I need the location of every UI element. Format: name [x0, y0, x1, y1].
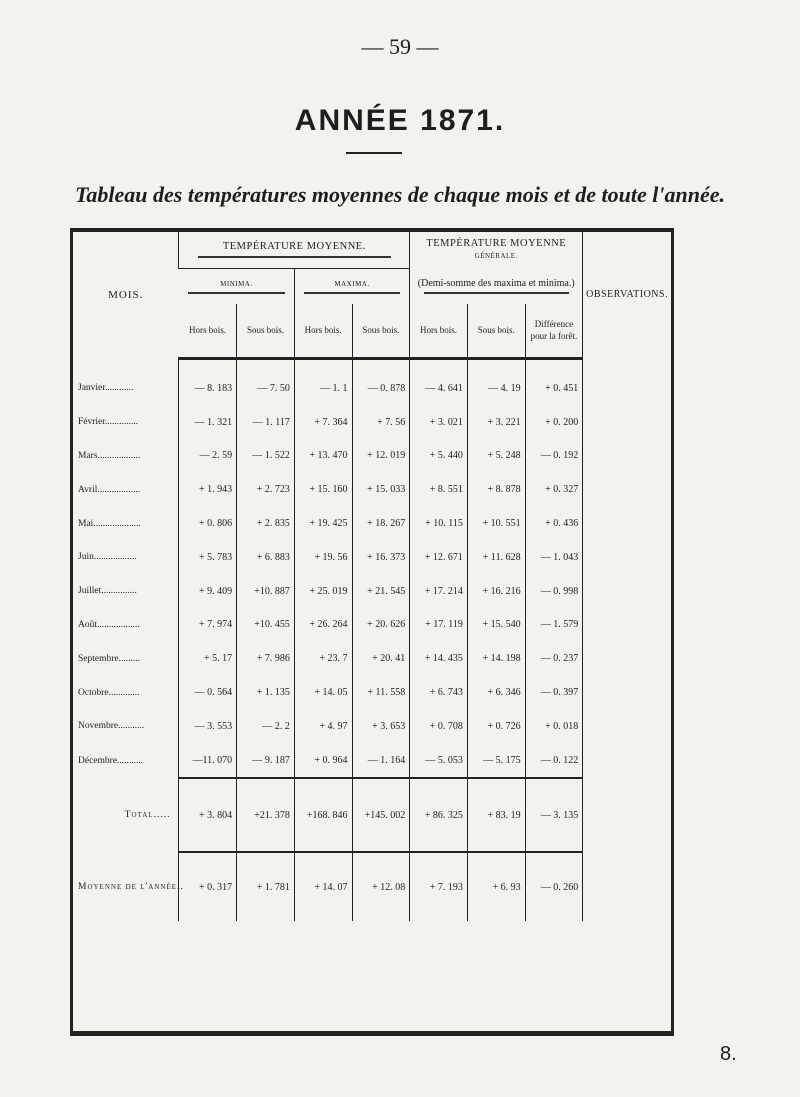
- value-cell: + 6. 883: [237, 540, 295, 574]
- value-cell: — 0. 564: [179, 676, 237, 710]
- value-cell: + 3. 653: [352, 709, 410, 743]
- value-cell: + 11. 628: [467, 540, 525, 574]
- value-cell: + 19. 425: [294, 507, 352, 541]
- value-cell: + 83. 19: [467, 778, 525, 852]
- header-minima: [179, 268, 294, 304]
- value-cell: + 11. 558: [352, 676, 410, 710]
- value-cell: + 7. 193: [410, 852, 468, 921]
- month-cell: Octobre.............: [78, 687, 140, 698]
- header-maxima: [294, 268, 409, 304]
- value-cell: — 5. 053: [410, 743, 468, 778]
- value-cell: + 3. 804: [179, 778, 237, 852]
- value-cell: — 1. 522: [237, 439, 295, 473]
- month-cell: Septembre.........: [78, 653, 141, 664]
- table-body: [73, 358, 671, 921]
- value-cell: + 12. 019: [352, 439, 410, 473]
- value-cell: + 0. 317: [179, 852, 237, 921]
- observations-cell: [583, 743, 671, 778]
- value-cell: + 23. 7: [294, 642, 352, 676]
- value-cell: + 7. 974: [179, 608, 237, 642]
- value-cell: — 3. 135: [525, 778, 583, 852]
- value-cell: + 17. 214: [410, 574, 468, 608]
- value-cell: + 3. 221: [467, 405, 525, 439]
- value-cell: + 16. 373: [352, 540, 410, 574]
- value-cell: + 9. 409: [179, 574, 237, 608]
- table-row: [73, 743, 671, 778]
- value-cell: + 2. 835: [237, 507, 295, 541]
- value-cell: + 1. 781: [237, 852, 295, 921]
- value-cell: + 10. 115: [410, 507, 468, 541]
- month-cell: Total.....: [124, 810, 171, 821]
- brace-line: [424, 292, 569, 294]
- header-maxima-sous-bois: Sous bois.: [352, 304, 410, 358]
- value-cell: — 0. 260: [525, 852, 583, 921]
- value-cell: —11. 070: [179, 743, 237, 778]
- value-cell: + 14. 07: [294, 852, 352, 921]
- header-temperature-moyenne-label: TEMPÉRATURE MOYENNE.: [222, 241, 366, 253]
- table-subtitle: Tableau des températures moyennes de chaque mois et de toute l'année.: [75, 182, 725, 207]
- value-cell: +145. 002: [352, 778, 410, 852]
- table-row: [73, 439, 671, 473]
- value-cell: — 1. 321: [179, 405, 237, 439]
- value-cell: + 20. 41: [352, 642, 410, 676]
- value-cell: + 25. 019: [294, 574, 352, 608]
- observations-cell: [583, 405, 671, 439]
- header-maxima-label: MAXIMA.: [334, 279, 370, 288]
- value-cell: + 15. 540: [467, 608, 525, 642]
- header-temperature-generale-line1: TEMPÉRATURE MOYENNE: [426, 238, 567, 249]
- month-cell: Avril..................: [78, 484, 141, 495]
- value-cell: + 26. 264: [294, 608, 352, 642]
- month-cell: Juin..................: [78, 552, 137, 563]
- value-cell: — 5. 175: [467, 743, 525, 778]
- observations-cell: [583, 642, 671, 676]
- value-cell: + 5. 17: [179, 642, 237, 676]
- title-rule: [346, 152, 402, 154]
- value-cell: +10. 455: [237, 608, 295, 642]
- table-row: [73, 676, 671, 710]
- header-demi-somme-label: (Demi-somme des maxima et minima.): [417, 277, 575, 289]
- value-cell: + 18. 267: [352, 507, 410, 541]
- header-maxima-hors-bois: Hors bois.: [294, 304, 352, 358]
- value-cell: + 7. 364: [294, 405, 352, 439]
- month-cell: Janvier............: [78, 383, 134, 394]
- value-cell: + 0. 708: [410, 709, 468, 743]
- value-cell: + 6. 93: [467, 852, 525, 921]
- value-cell: + 0. 964: [294, 743, 352, 778]
- value-cell: + 14. 198: [467, 642, 525, 676]
- value-cell: + 12. 671: [410, 540, 468, 574]
- value-cell: — 1. 579: [525, 608, 583, 642]
- value-cell: + 21. 545: [352, 574, 410, 608]
- value-cell: + 5. 783: [179, 540, 237, 574]
- table-row: [73, 642, 671, 676]
- value-cell: + 1. 943: [179, 473, 237, 507]
- page-number: — 59 —: [361, 34, 439, 59]
- value-cell: — 2. 59: [179, 439, 237, 473]
- month-cell: Décembre...........: [78, 755, 144, 766]
- month-cell: Mars..................: [78, 450, 141, 461]
- table-row: [73, 709, 671, 743]
- brace-line: [188, 292, 284, 294]
- header-temperature-moyenne: [179, 232, 410, 268]
- observations-cell: [583, 439, 671, 473]
- month-cell: Février..............: [78, 417, 139, 428]
- month-cell: Juillet...............: [78, 586, 137, 597]
- value-cell: — 1. 164: [352, 743, 410, 778]
- value-cell: +168. 846: [294, 778, 352, 852]
- header-mois: MOIS.: [108, 289, 144, 301]
- brace-line: [198, 256, 391, 258]
- spacer-row: [73, 358, 671, 372]
- header-temperature-generale-line2: GÉNÉRALE.: [474, 252, 518, 260]
- value-cell: + 1. 135: [237, 676, 295, 710]
- observations-cell: [583, 372, 671, 406]
- header-observations: OBSERVATIONS.: [583, 232, 671, 358]
- value-cell: + 15. 033: [352, 473, 410, 507]
- header-difference: Différence pour la forêt.: [525, 304, 583, 358]
- header-minima-label: MINIMA.: [220, 279, 253, 288]
- value-cell: — 7. 50: [237, 372, 295, 406]
- table-row: [73, 507, 671, 541]
- value-cell: + 5. 440: [410, 439, 468, 473]
- value-cell: + 14. 05: [294, 676, 352, 710]
- observations-cell: [583, 540, 671, 574]
- value-cell: + 6. 346: [467, 676, 525, 710]
- value-cell: + 8. 551: [410, 473, 468, 507]
- value-cell: + 14. 435: [410, 642, 468, 676]
- value-cell: — 1. 043: [525, 540, 583, 574]
- value-cell: + 19. 56: [294, 540, 352, 574]
- observations-cell: [583, 574, 671, 608]
- value-cell: + 17. 119: [410, 608, 468, 642]
- brace-line: [304, 292, 400, 294]
- observations-cell: [583, 608, 671, 642]
- footer-number: 8.: [720, 1043, 737, 1065]
- table-row: [73, 372, 671, 406]
- value-cell: + 0. 018: [525, 709, 583, 743]
- header-minima-hors-bois: Hors bois.: [179, 304, 237, 358]
- mean-row: [73, 852, 671, 921]
- observations-cell: [583, 709, 671, 743]
- value-cell: +10. 887: [237, 574, 295, 608]
- value-cell: + 3. 021: [410, 405, 468, 439]
- value-cell: — 8. 183: [179, 372, 237, 406]
- year-title: ANNÉE 1871.: [294, 104, 506, 137]
- observations-cell: [583, 676, 671, 710]
- value-cell: + 0. 327: [525, 473, 583, 507]
- value-cell: + 8. 878: [467, 473, 525, 507]
- value-cell: — 4. 19: [467, 372, 525, 406]
- table-row: [73, 574, 671, 608]
- value-cell: — 9. 187: [237, 743, 295, 778]
- total-row: [73, 778, 671, 852]
- value-cell: + 12. 08: [352, 852, 410, 921]
- value-cell: + 15. 160: [294, 473, 352, 507]
- value-cell: — 0. 237: [525, 642, 583, 676]
- temperature-grid: [73, 232, 671, 921]
- value-cell: + 20. 626: [352, 608, 410, 642]
- observations-cell: [583, 507, 671, 541]
- value-cell: + 0. 451: [525, 372, 583, 406]
- value-cell: — 0. 998: [525, 574, 583, 608]
- month-cell: Mai....................: [78, 518, 141, 529]
- header-demi-somme: [410, 268, 583, 304]
- header-generale-hors-bois: Hors bois.: [410, 304, 468, 358]
- table-row: [73, 473, 671, 507]
- value-cell: — 0. 878: [352, 372, 410, 406]
- table-row: [73, 608, 671, 642]
- value-cell: + 0. 806: [179, 507, 237, 541]
- value-cell: — 1. 117: [237, 405, 295, 439]
- month-cell: Août..................: [78, 619, 140, 630]
- value-cell: + 7. 986: [237, 642, 295, 676]
- value-cell: — 1. 1: [294, 372, 352, 406]
- value-cell: + 86. 325: [410, 778, 468, 852]
- value-cell: — 3. 553: [179, 709, 237, 743]
- value-cell: + 13. 470: [294, 439, 352, 473]
- observations-cell: [583, 778, 671, 852]
- header-generale-sous-bois: Sous bois.: [467, 304, 525, 358]
- value-cell: + 0. 726: [467, 709, 525, 743]
- table-row: [73, 540, 671, 574]
- value-cell: + 2. 723: [237, 473, 295, 507]
- table-row: [73, 405, 671, 439]
- value-cell: — 0. 192: [525, 439, 583, 473]
- header-temperature-generale: [410, 232, 583, 268]
- observations-cell: [583, 852, 671, 921]
- value-cell: — 4. 641: [410, 372, 468, 406]
- value-cell: +21. 378: [237, 778, 295, 852]
- temperature-table: [70, 228, 674, 1036]
- value-cell: + 4. 97: [294, 709, 352, 743]
- value-cell: + 6. 743: [410, 676, 468, 710]
- value-cell: + 7. 56: [352, 405, 410, 439]
- month-cell: Moyenne de l'année..: [78, 881, 184, 892]
- value-cell: — 0. 122: [525, 743, 583, 778]
- value-cell: + 10. 551: [467, 507, 525, 541]
- value-cell: — 0. 397: [525, 676, 583, 710]
- value-cell: — 2. 2: [237, 709, 295, 743]
- value-cell: + 5. 248: [467, 439, 525, 473]
- observations-cell: [583, 473, 671, 507]
- value-cell: + 0. 436: [525, 507, 583, 541]
- value-cell: + 0. 200: [525, 405, 583, 439]
- month-cell: Novembre...........: [78, 721, 145, 732]
- header-minima-sous-bois: Sous bois.: [237, 304, 295, 358]
- value-cell: + 16. 216: [467, 574, 525, 608]
